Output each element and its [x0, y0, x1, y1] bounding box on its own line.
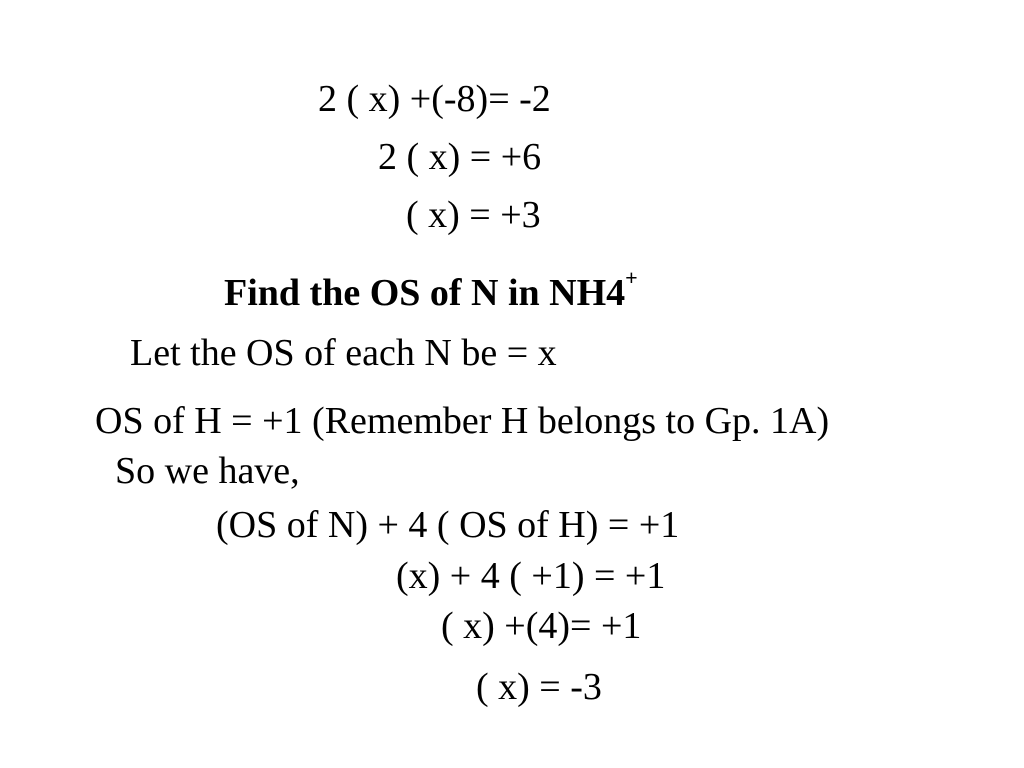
equation-line-3: ( x) = +3 — [406, 194, 541, 236]
heading-text: Find the OS of N in NH4 — [224, 272, 626, 314]
equation-line-1: 2 ( x) +(-8)= -2 — [318, 78, 551, 120]
heading-superscript: + — [625, 265, 638, 291]
let-line: Let the OS of each N be = x — [130, 332, 557, 374]
equation-line-7: ( x) = -3 — [476, 666, 602, 708]
so-we-have-line: So we have, — [115, 450, 300, 492]
equation-line-4: (OS of N) + 4 ( OS of H) = +1 — [216, 504, 680, 546]
os-h-line: OS of H = +1 (Remember H belongs to Gp. 1A) — [95, 400, 830, 442]
equation-line-2: 2 ( x) = +6 — [378, 136, 542, 178]
equation-line-5: (x) + 4 ( +1) = +1 — [396, 555, 666, 597]
equation-line-6: ( x) +(4)= +1 — [441, 605, 642, 647]
heading — [224, 265, 638, 314]
